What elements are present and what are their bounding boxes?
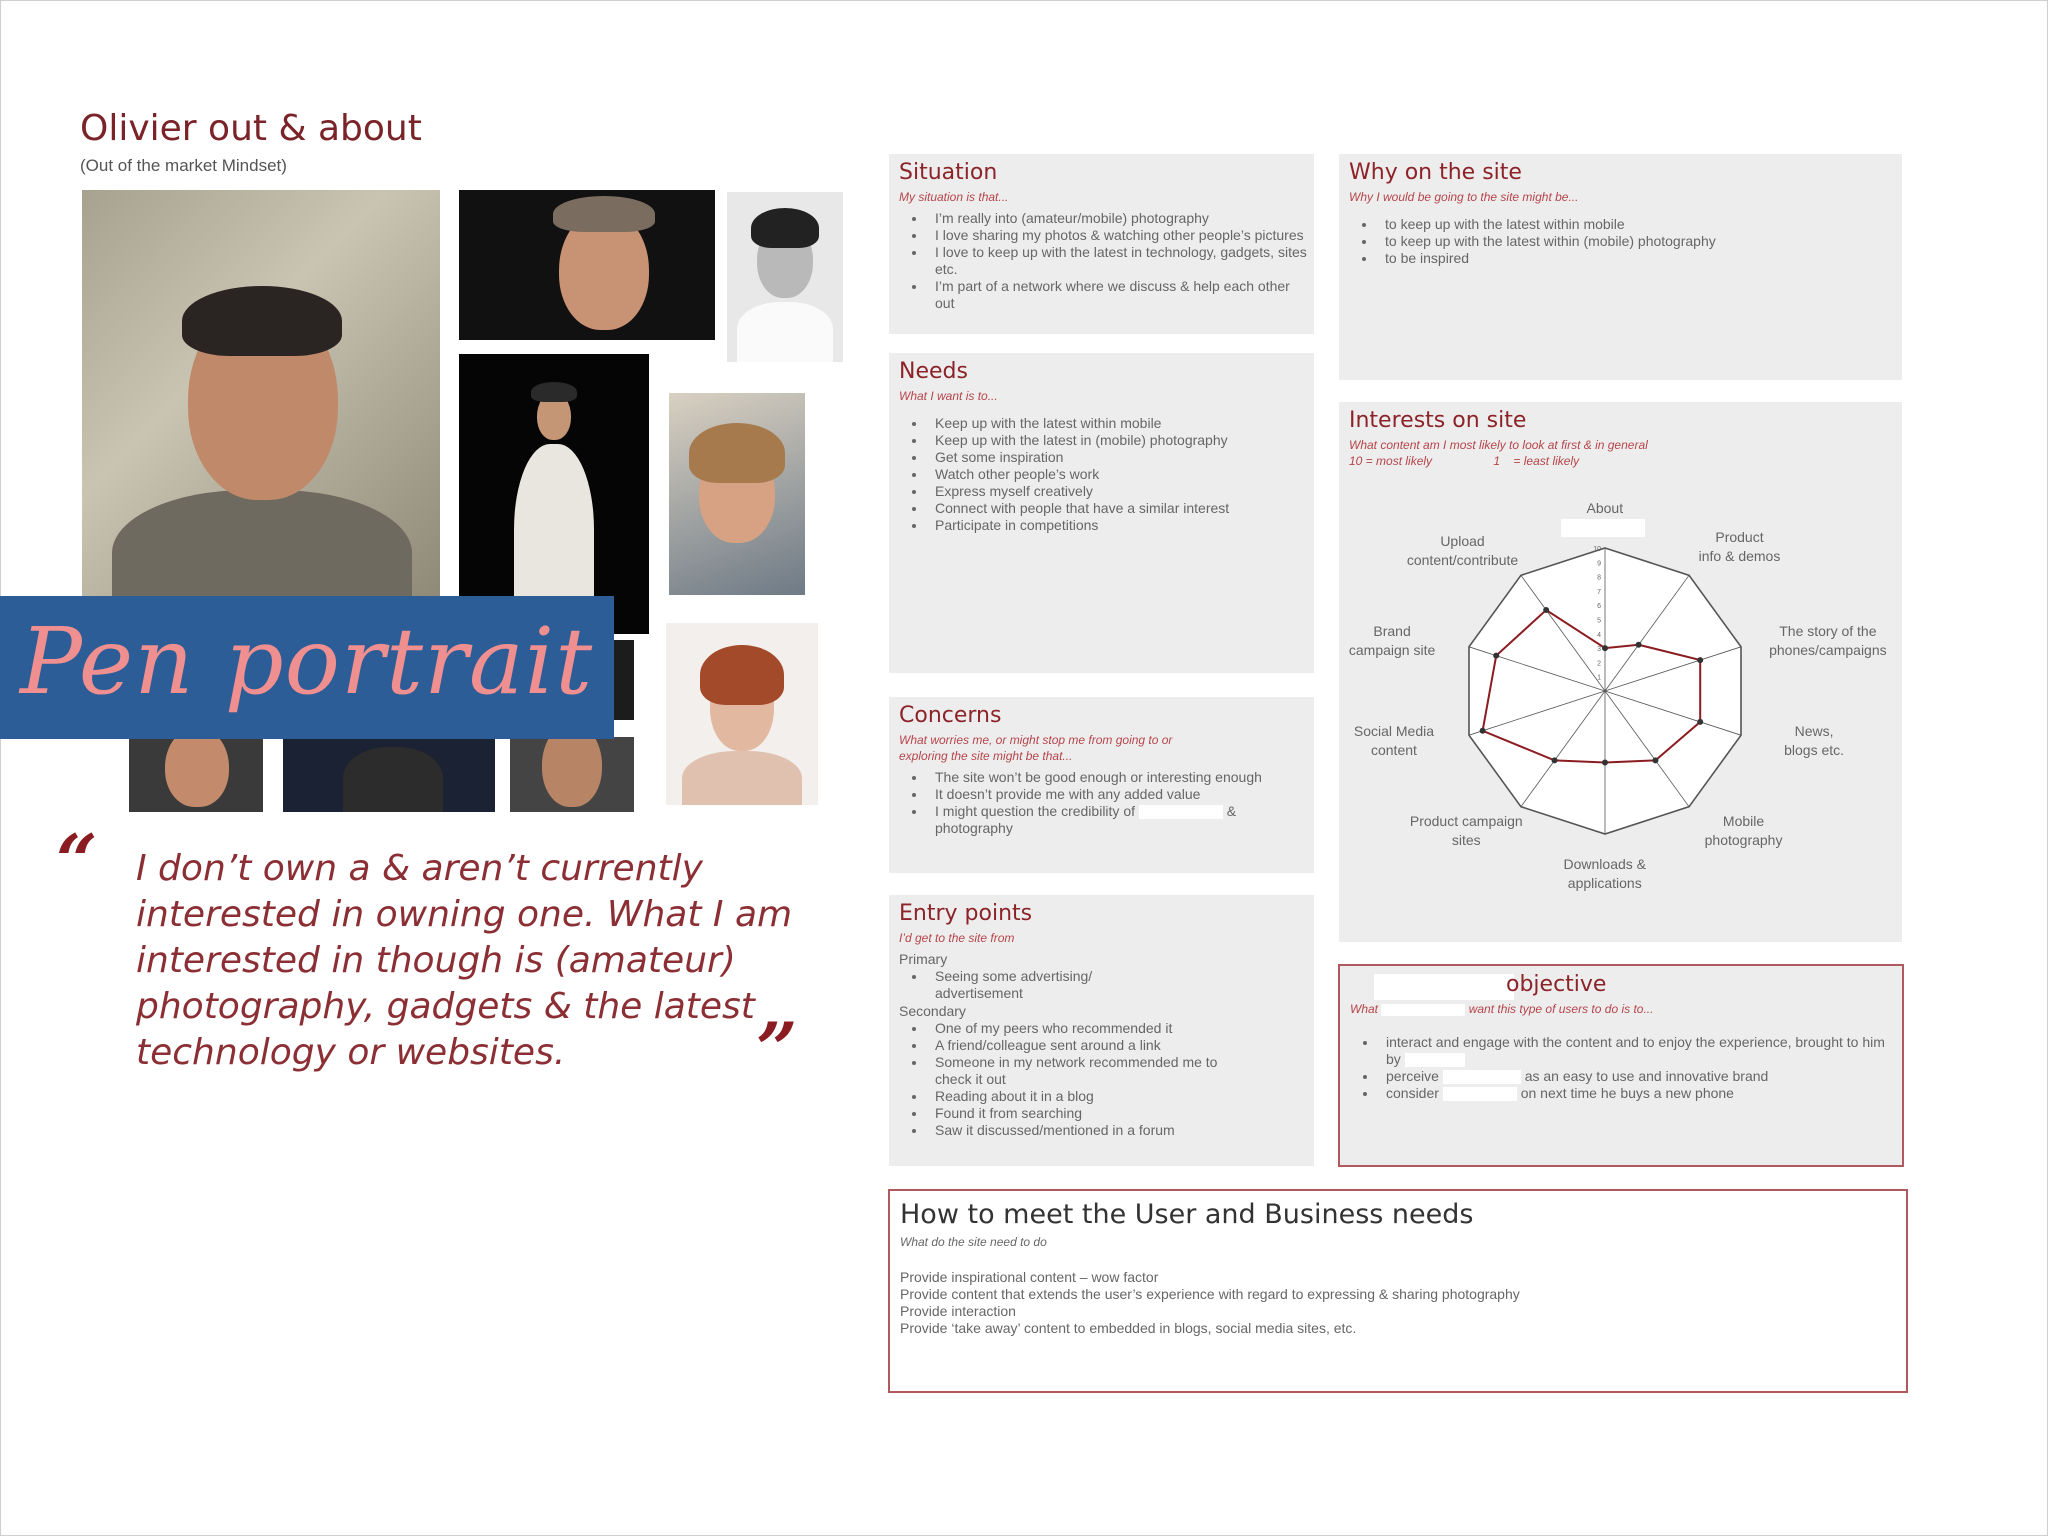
- objective-title: objective: [1506, 972, 1607, 997]
- concerns-list: [899, 769, 1287, 837]
- list-item: • Reading about it in a blog: [927, 1088, 1227, 1105]
- redacted-block: [1443, 1087, 1517, 1101]
- why-title: Why on the site: [1349, 160, 1522, 185]
- needs-list: [899, 415, 1317, 534]
- concerns-subtitle-2: exploring the site might be that...: [899, 749, 1073, 763]
- list-item: • to keep up with the latest within (mobile) photography: [1377, 233, 1897, 250]
- list-item: • Keep up with the latest within mobile: [927, 415, 1317, 432]
- list-item: • I love to keep up with the latest in technology, gadgets, sites etc.: [927, 244, 1307, 278]
- radar-category-label: Product campaign sites: [1409, 813, 1523, 849]
- pen-portrait-banner-text: Pen portrait: [20, 608, 594, 715]
- radar-point: [1697, 657, 1703, 663]
- list-item: • The site won’t be good enough or interesting enough: [927, 769, 1287, 786]
- list-item: • Someone in my network recommended me to check it out: [927, 1054, 1227, 1088]
- photo-smiling-woman: [669, 393, 805, 595]
- radar-tick-label: 10: [1593, 546, 1601, 553]
- list-item: • Found it from searching: [927, 1105, 1227, 1122]
- list-item: • One of my peers who recommended it: [927, 1020, 1227, 1037]
- how-to-meet-subtitle: What do the site need to do: [900, 1235, 1047, 1249]
- list-item: • Seeing some advertising/ advertisement: [927, 968, 1147, 1002]
- list-item: • Get some inspiration: [927, 449, 1317, 466]
- needs-subtitle: What I want is to...: [899, 389, 998, 403]
- redacted-block: [1139, 805, 1223, 819]
- how-to-meet-title: How to meet the User and Business needs: [900, 1199, 1474, 1230]
- how-to-meet-panel: [888, 1189, 1908, 1393]
- radar-point: [1636, 642, 1642, 648]
- list-item: • A friend/colleague sent around a link: [927, 1037, 1227, 1054]
- list-item: • perceive as an easy to use and innovative brand: [1378, 1068, 1898, 1085]
- secondary-list: [899, 1020, 1227, 1139]
- how-line: Provide content that extends the user’s experience with regard to expressing & sharing photography: [900, 1286, 1520, 1302]
- radar-tick-label: 4: [1597, 631, 1601, 639]
- radar-category-label: Upload content/contribute: [1406, 532, 1519, 568]
- photo-bald-man: [129, 737, 263, 812]
- concerns-panel: [889, 697, 1314, 873]
- list-item: • I love sharing my photos & watching other people’s pictures: [927, 227, 1307, 244]
- radar-point: [1602, 645, 1608, 651]
- radar-point: [1493, 653, 1499, 659]
- secondary-label: Secondary: [899, 1003, 966, 1019]
- radar-category-label: Brand campaign site: [1348, 623, 1436, 659]
- interests-subtitle: What content am I most likely to look at first & in general: [1349, 438, 1648, 452]
- situation-subtitle: My situation is that...: [899, 190, 1009, 204]
- how-to-meet-lines: [900, 1269, 1520, 1337]
- photo-bearded-man: [510, 737, 634, 812]
- interests-scale-note: 10 = most likely 1 = least likely: [1349, 454, 1580, 468]
- radar-tick-label: 8: [1597, 574, 1601, 582]
- photo-man-necklace: [283, 737, 495, 812]
- situation-panel: [889, 154, 1314, 334]
- list-item: • Express myself creatively: [927, 483, 1317, 500]
- redacted-block: [1374, 974, 1514, 1000]
- list-item: • I’m really into (amateur/mobile) photography: [927, 210, 1307, 227]
- primary-label: Primary: [899, 951, 948, 967]
- entry-points-subtitle: I’d get to the site from: [899, 931, 1015, 945]
- list-item: • I might question the credibility of & photography: [927, 803, 1287, 837]
- concerns-title: Concerns: [899, 703, 1002, 728]
- list-item: • Watch other people’s work: [927, 466, 1317, 483]
- list-item: • Saw it discussed/mentioned in a forum: [927, 1122, 1227, 1139]
- radar-tick-label: 7: [1597, 588, 1601, 596]
- entry-points-title: Entry points: [899, 901, 1033, 926]
- radar-category-label: Mobile photography: [1704, 813, 1783, 849]
- photo-tattooed-man: [459, 354, 649, 634]
- radar-point: [1480, 728, 1486, 734]
- how-line: Provide interaction: [900, 1303, 1016, 1319]
- radar-category-label: Product info & demos: [1698, 528, 1781, 564]
- page-title: Olivier out & about: [80, 108, 422, 149]
- radar-tick-label: 9: [1597, 560, 1601, 568]
- radar-tick-label: 6: [1597, 603, 1601, 611]
- page-subtitle: (Out of the market Mindset): [80, 156, 287, 175]
- quote-open-mark: “: [56, 818, 98, 903]
- radar-category-label: News, blogs etc.: [1784, 722, 1845, 758]
- objective-subtitle: What want this type of users to do is to...: [1350, 1002, 1654, 1016]
- list-item: • It doesn’t provide me with any added value: [927, 786, 1287, 803]
- list-item: • I’m part of a network where we discuss & help each other out: [927, 278, 1307, 312]
- why-panel: [1339, 154, 1902, 380]
- radar-tick-label: 5: [1597, 617, 1601, 625]
- concerns-subtitle-1: What worries me, or might stop me from going to or: [899, 733, 1173, 747]
- radar-category-label: Downloads & applications: [1563, 856, 1646, 891]
- persona-quote: I don’t own a & aren’t currently interested in owning one. What I am interested in though is (amateur) photography, gadgets & the latest technology or websites.: [136, 848, 793, 1073]
- needs-title: Needs: [899, 359, 968, 384]
- radar-point: [1652, 757, 1658, 763]
- main-portrait-photo: [82, 190, 440, 596]
- radar-tick-label: 2: [1597, 660, 1601, 668]
- list-item: • to be inspired: [1377, 250, 1897, 267]
- list-item: • Connect with people that have a similar interest: [927, 500, 1317, 517]
- interests-title: Interests on site: [1349, 408, 1527, 433]
- situation-title: Situation: [899, 160, 998, 185]
- list-item: • interact and engage with the content and to enjoy the experience, brought to him by: [1378, 1034, 1898, 1068]
- photo-redhead-woman: [666, 623, 818, 805]
- radar-point: [1602, 760, 1608, 766]
- radar-category-label: Social Media content: [1353, 722, 1435, 758]
- photo-woman-bw: [727, 192, 843, 362]
- quote-close-mark: ”: [756, 1006, 798, 1091]
- list-item: • Keep up with the latest in (mobile) photography: [927, 432, 1317, 449]
- radar-category-label: About: [1586, 499, 1624, 516]
- how-line: Provide ‘take away’ content to embedded in blogs, social media sites, etc.: [900, 1320, 1357, 1336]
- redacted-block: [1381, 1004, 1465, 1016]
- radar-category-label: The story of the phones/campaigns: [1769, 623, 1887, 659]
- objective-panel: [1338, 964, 1904, 1167]
- list-item: • Participate in competitions: [927, 517, 1317, 534]
- interests-panel: [1339, 402, 1902, 942]
- radar-point: [1552, 757, 1558, 763]
- radar-tick-label: 1: [1597, 674, 1601, 682]
- radar-point: [1543, 607, 1549, 613]
- primary-list: [899, 968, 1147, 1002]
- redacted-block: [1405, 1053, 1465, 1067]
- list-item: • to keep up with the latest within mobile: [1377, 216, 1897, 233]
- photo-man-cap: [459, 190, 715, 340]
- situation-list: [899, 210, 1307, 312]
- redacted-block: [1443, 1070, 1521, 1084]
- how-line: Provide inspirational content – wow factor: [900, 1269, 1159, 1285]
- radar-point: [1697, 719, 1703, 725]
- why-list: [1349, 216, 1897, 267]
- list-item: • consider on next time he buys a new phone: [1378, 1085, 1898, 1102]
- needs-panel: [889, 353, 1314, 673]
- radar-tick-label: 3: [1597, 646, 1601, 654]
- objective-list: [1350, 1034, 1898, 1102]
- redacted-block: [1561, 519, 1645, 537]
- why-subtitle: Why I would be going to the site might be...: [1349, 190, 1579, 204]
- entry-points-panel: [889, 895, 1314, 1166]
